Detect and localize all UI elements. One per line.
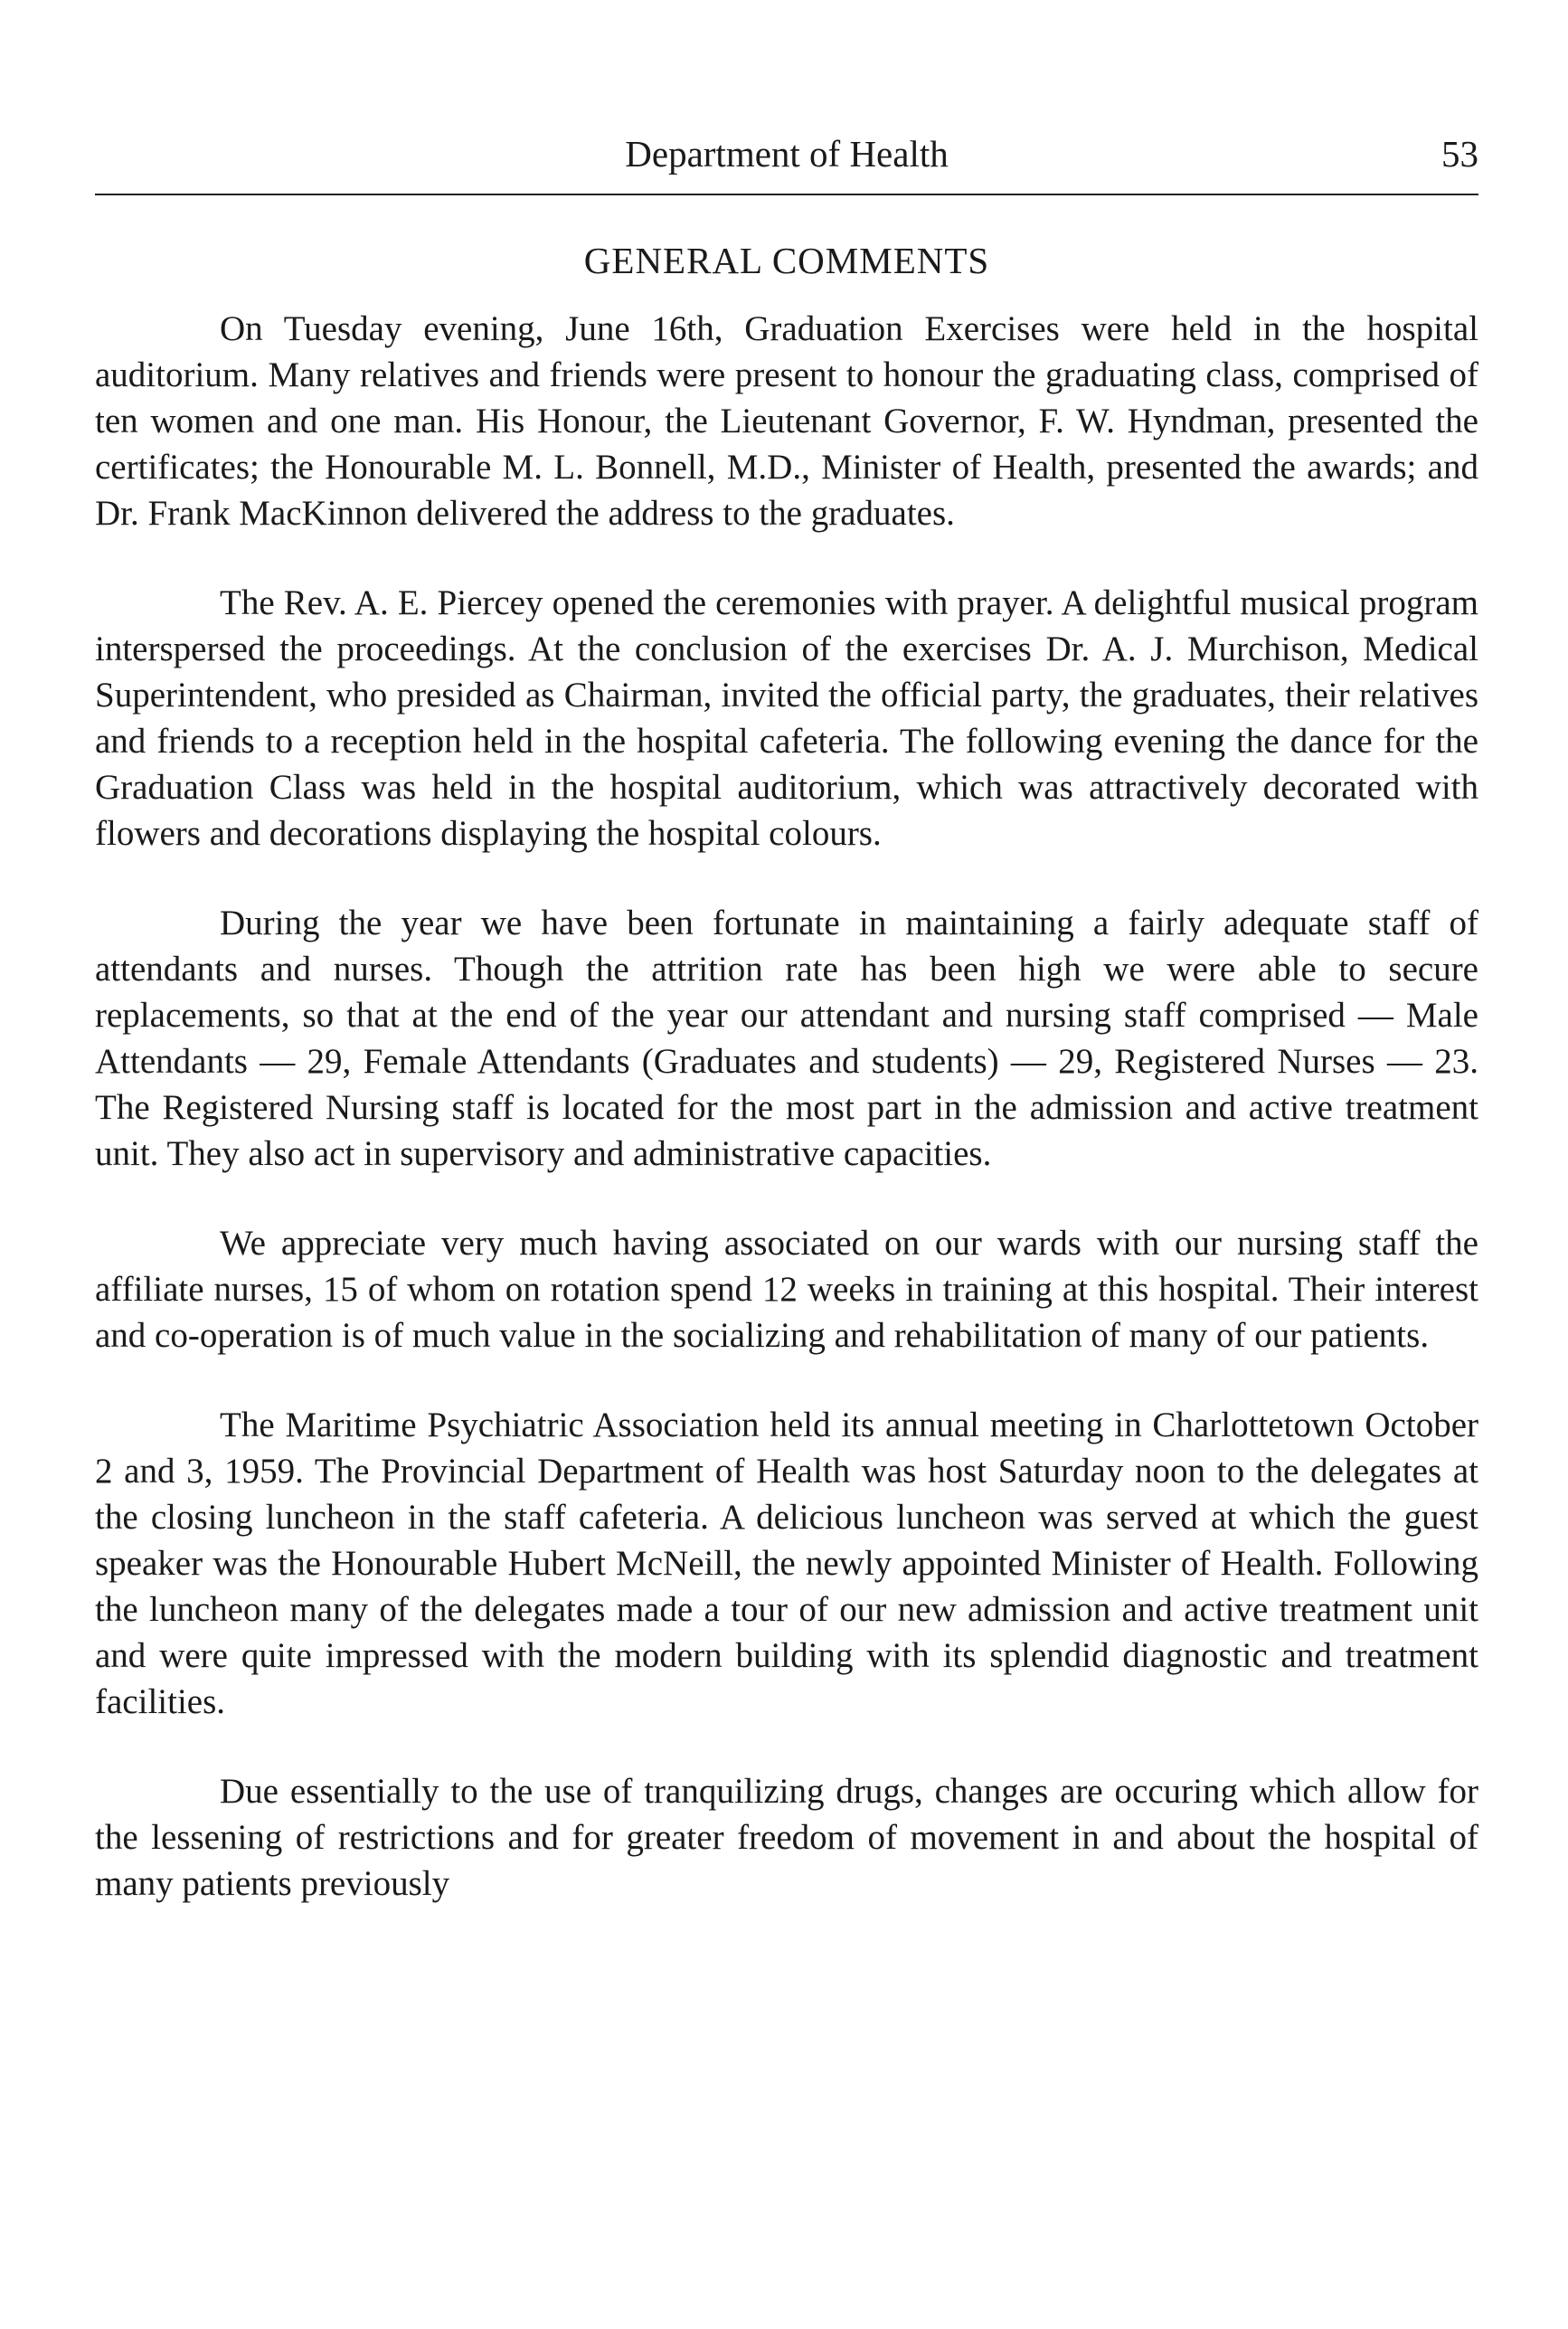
paragraph-ceremonies: The Rev. A. E. Piercey opened the ceremonies with prayer. A delightful musical program interspersed the proceedings. At the conclusion of the exercises Dr. A. J. Murchison, Medical Superintendent, who presided as Chairman, invited the official party, the graduates, their relatives and friends to a reception held in the hospital cafeteria. The following evening the dance for the Graduation Class was held in the hospital auditorium, which was attractively decorated with flowers and decorations displaying the hospital colours. [95, 583, 1478, 853]
paragraph-graduation: On Tuesday evening, June 16th, Graduation Exercises were held in the hospital auditorium. Many relatives and friends were present to honour the graduating class, comprised of ten women and one man. His Honour, the Lieutenant Governor, F. W. Hyndman, presented the certificates; the Honourable M. L. Bonnell, M.D., Minister of Health, presented the awards; and Dr. Frank MacKinnon delivered the address to the graduates. [95, 309, 1478, 533]
paragraph-affiliate-nurses: We appreciate very much having associated on our wards with our nursing staff the affiliate nurses, 15 of whom on rotation spend 12 weeks in training at this hospital. Their interest and co-operation is of much value in the socializing and rehabilitation of many of our patients. [95, 1224, 1478, 1355]
paragraph-psychiatric-association: The Maritime Psychiatric Association held its annual meeting in Charlottetown October 2 and 3, 1959. The Provincial Department of Health was host Saturday noon to the delegates at the closing luncheon in the staff cafeteria. A delicious luncheon was served at which the guest speaker was the Honourable Hubert McNeill, the newly appointed Minister of Health. Following the luncheon many of the delegates made a tour of our new admission and active treatment unit and were quite impressed with the modern building with its splendid diagnostic and treatment facilities. [95, 1406, 1478, 1721]
header-rule [95, 194, 1478, 195]
running-header [95, 127, 1478, 181]
section-title: GENERAL COMMENTS [583, 240, 990, 281]
running-title: Department of Health [625, 133, 949, 175]
paragraph-tranquilizing-drugs: Due essentially to the use of tranquilizing drugs, changes are occuring which allow for the lessening of restrictions and for greater freedom of movement in and about the hospital of many patients previously [95, 1772, 1478, 1903]
body-text [95, 306, 1478, 1950]
page-number: 53 [1441, 133, 1478, 175]
paragraph-staff: During the year we have been fortunate in maintaining a fairly adequate staff of attendants and nurses. Though the attrition rate has been high we were able to secure replacements, so that at the end of the year our attendant and nursing staff comprised — Male Attendants — 29, Female Attendants (Graduates and students) — 29, Registered Nurses — 23. The Registered Nursing staff is located for the most part in the admission and active treatment unit. They also act in supervisory and administrative capacities. [95, 904, 1478, 1173]
